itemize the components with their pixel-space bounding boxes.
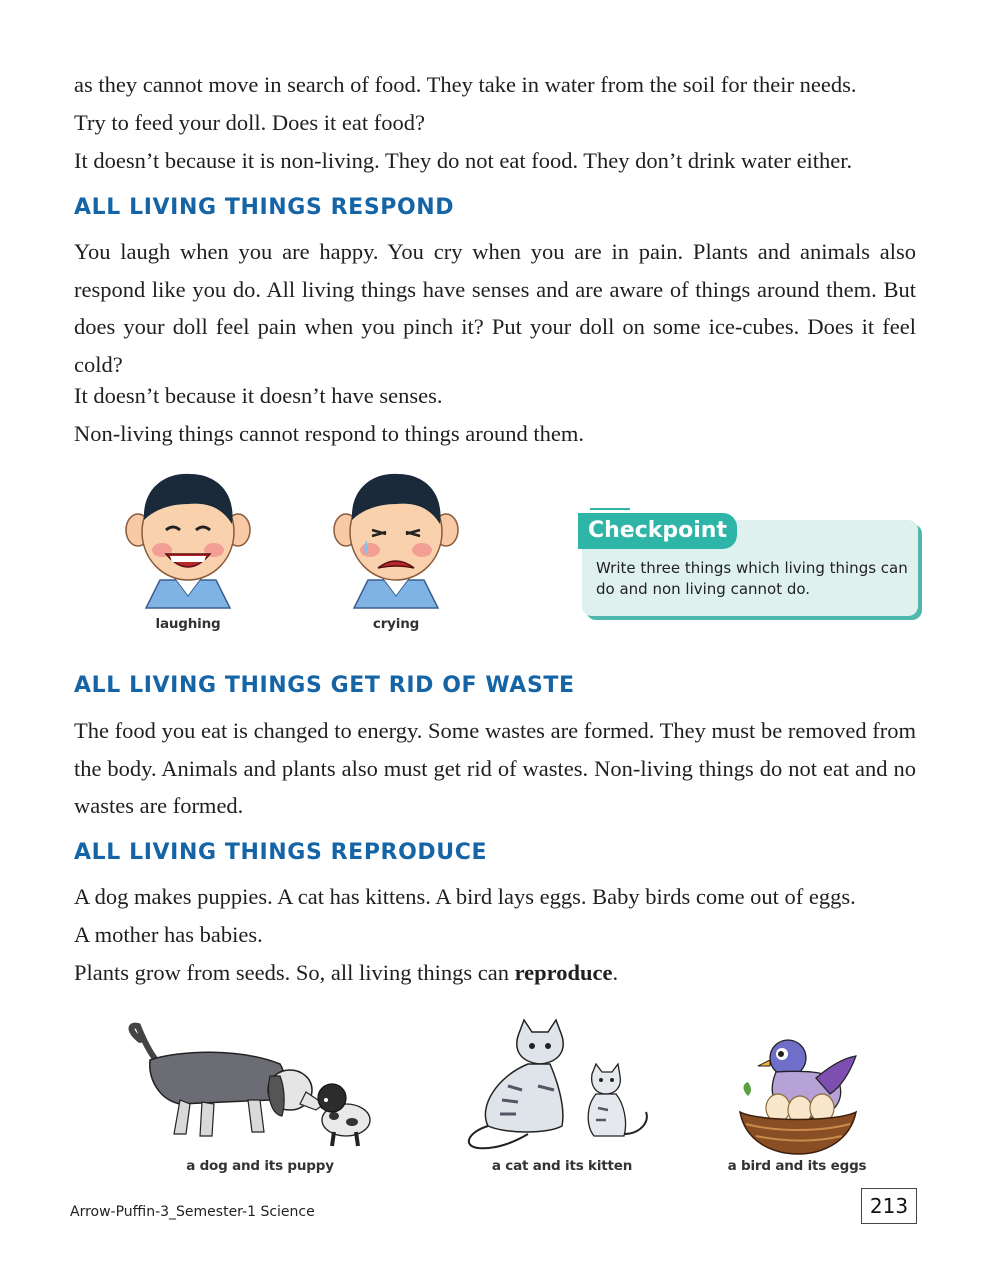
respond-nonliving-line: Non-living things cannot respond to things around them.	[74, 421, 584, 446]
checkpoint-accent-line	[590, 508, 630, 510]
reproduce-period: .	[612, 960, 619, 985]
bird-and-eggs-illustration	[726, 1036, 868, 1156]
waste-paragraph: The food you eat is changed to energy. Some wastes are formed. They must be removed from the body. Animals and plants also must get rid of wastes. Non-living things do not eat and no wastes are formed.	[74, 718, 916, 818]
intro-line-3: It doesn’t because it is non-living. They do not eat food. They don’t drink water either.	[74, 148, 853, 173]
heading-respond: ALL LIVING THINGS RESPOND	[74, 195, 455, 220]
respond-paragraph: You laugh when you are happy. You cry when you are in pain. Plants and animals also respond like you do. All living things have senses and are aware of things around them. But does your doll feel pain when you pinch it? Put your doll on some ice-cubes. Does it feel cold?	[74, 239, 916, 377]
laughing-boy-illustration	[118, 468, 258, 610]
dog-and-puppy-illustration	[120, 1020, 400, 1154]
reproduce-seeds-line	[74, 954, 916, 992]
crying-boy-illustration	[326, 468, 466, 610]
footer-book-title: Arrow-Puffin-3_Semester-1 Science	[70, 1204, 315, 1220]
reproduce-seeds-text: Plants grow from seeds. So, all living things can	[74, 960, 515, 985]
respond-senses-line: It doesn’t because it doesn’t have senses.	[74, 383, 443, 408]
caption-bird: a bird and its eggs	[727, 1158, 867, 1174]
caption-cat: a cat and its kitten	[491, 1158, 633, 1174]
reproduce-paragraph: A dog makes puppies. A cat has kittens. A bird lays eggs. Baby birds come out of eggs. A mother has babies.	[74, 884, 856, 947]
checkpoint-title: Checkpoint	[578, 513, 737, 549]
caption-dog: a dog and its puppy	[186, 1158, 334, 1174]
caption-crying: crying	[372, 616, 420, 632]
cat-and-kitten-illustration	[458, 1016, 668, 1156]
checkpoint-text: Write three things which living things can do and non living cannot do.	[596, 559, 908, 598]
page-number: 213	[861, 1188, 917, 1224]
caption-laughing: laughing	[155, 616, 221, 632]
heading-reproduce: ALL LIVING THINGS REPRODUCE	[74, 840, 488, 865]
reproduce-keyword: reproduce	[514, 960, 613, 985]
heading-waste: ALL LIVING THINGS GET RID OF WASTE	[74, 673, 575, 698]
intro-line-1: as they cannot move in search of food. They take in water from the soil for their needs.	[74, 72, 857, 97]
intro-line-2: Try to feed your doll. Does it eat food?	[74, 110, 425, 135]
